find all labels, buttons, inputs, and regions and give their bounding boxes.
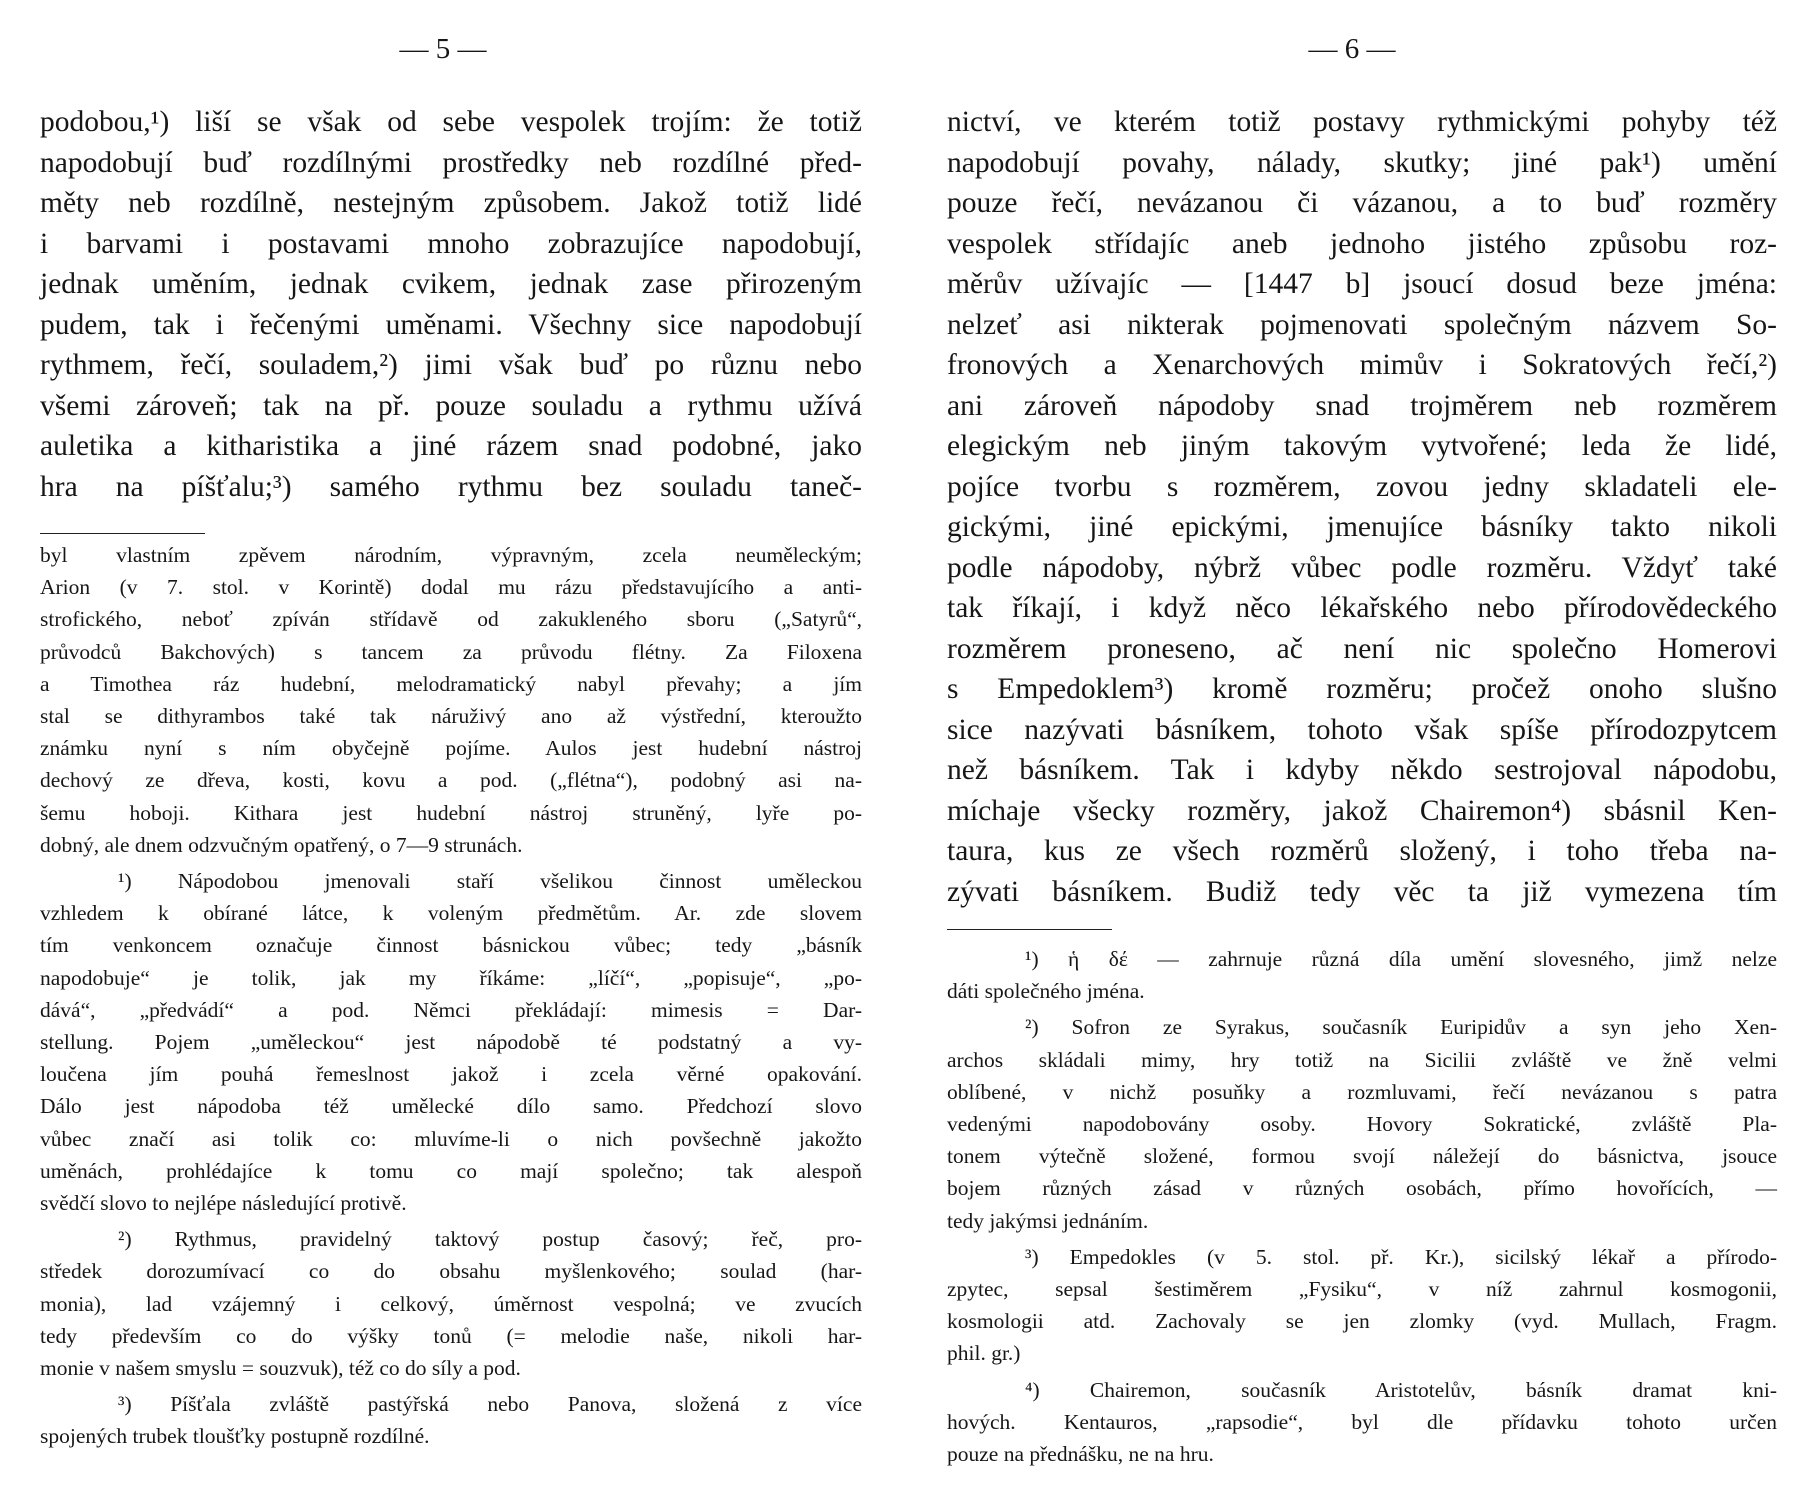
page-number: — 6 — bbox=[1308, 33, 1396, 65]
footnote-line: kosmologii atd. Zachovaly se jen zlomky (vyd. Mullach, Fragm. bbox=[947, 1309, 1777, 1334]
footnote-line: hových. Kentauros, „rapsodie“, byl dle přídavku tohoto určen bbox=[947, 1409, 1777, 1434]
footnote-line: bojem různých zásad v různých osobách, přímo hovořících, — bbox=[947, 1176, 1777, 1201]
footnote-line: tedy jakýmsi jednáním. bbox=[947, 1208, 1149, 1233]
footnote-line: uměnách, prohlédajíce k tomu co mají společno; tak alespoň bbox=[40, 1158, 862, 1183]
text-line: nictví, ve kterém totiž postavy rythmickými pohyby též bbox=[947, 106, 1777, 138]
text-line: pojíce tvorbu s rozměrem, zovou jedny skladateli ele- bbox=[947, 470, 1777, 503]
text-line: vespolek střídajíc aneb jednoho jistého způsobu roz- bbox=[947, 227, 1777, 260]
text-line: měrův užívajíc — [1447 b] jsoucí dosud beze jména: bbox=[947, 268, 1777, 300]
footnote-line: spojených trubek tloušťky postupně rozdílné. bbox=[40, 1424, 430, 1449]
footnote-line: průvodců Bakchových) s tancem za průvodu flétny. Za Filoxena bbox=[40, 639, 862, 664]
footnote-line: ³) Píšťala zvláště pastýřská nebo Panova, složená z více bbox=[118, 1392, 862, 1417]
footnote-line: ²) Rythmus, pravidelný taktový postup časový; řeč, pro- bbox=[118, 1227, 862, 1252]
footnote-line: byl vlastním zpěvem národním, výpravným, zcela neuměleckým; bbox=[40, 543, 862, 567]
footnote-line: středek dorozumívací co do obsahu myšlenkového; soulad (har- bbox=[40, 1259, 862, 1284]
footnote-line: monie v našem smyslu = souzvuk), též co do síly a pod. bbox=[40, 1356, 521, 1381]
footnote-line: tedy především co do výšky tonů (= melodie naše, nikoli har- bbox=[40, 1323, 862, 1348]
text-line: zývati básníkem. Budiž tedy věc ta již vymezena tím bbox=[947, 875, 1777, 908]
text-line: než básníkem. Tak i kdyby někdo sestrojoval nápodobu, bbox=[947, 754, 1777, 786]
text-line: pouze řečí, nevázanou či vázanou, a to buď rozměry bbox=[947, 187, 1777, 219]
footnote-line: dává“, „předvádí“ a pod. Němci překládají: mimesis = Dar- bbox=[40, 997, 862, 1022]
text-line: auletika a kitharistika a jiné rázem snad podobné, jako bbox=[40, 430, 862, 462]
footnote-line: strofického, neboť zpíván střídavě od zakukleného sboru („Satyrů“, bbox=[40, 607, 862, 632]
footnote-divider bbox=[40, 533, 205, 534]
text-line: s Empedoklem³) kromě rozměru; pročež onoho slušno bbox=[947, 673, 1777, 705]
text-line: podle nápodoby, nýbrž vůbec podle rozměru. Vždyť také bbox=[947, 551, 1777, 584]
text-line: rozměrem proneseno, ač není nic společno Homerovi bbox=[947, 632, 1777, 665]
footnote-line: svědčí slovo to nejlépe následující protivě. bbox=[40, 1191, 407, 1216]
text-line: tak říkají, i když něco lékařského nebo přírodovědeckého bbox=[947, 592, 1777, 624]
text-line: i barvami i postavami mnoho zobrazujíce napodobují, bbox=[40, 227, 862, 260]
text-line: fronových a Xenarchových mimův i Sokratových řečí,²) bbox=[947, 349, 1777, 381]
text-line: nelzeť asi nikterak pojmenovati společným názvem So- bbox=[947, 308, 1777, 341]
footnote-line: vůbec značí asi tolik co: mluvíme-li o nich povšechně jakožto bbox=[40, 1126, 862, 1151]
text-line: podobou,¹) liší se však od sebe vespolek trojím: že totiž bbox=[40, 106, 862, 138]
footnote-line: archos skládali mimy, hry totiž na Sicilii zvláště ve žně velmi bbox=[947, 1047, 1777, 1072]
footnote-line: a Timothea ráz hudební, melodramatický nabyl převahy; a jím bbox=[40, 671, 862, 696]
footnote-divider bbox=[947, 929, 1112, 930]
footnote-line: pouze na přednášku, ne na hru. bbox=[947, 1442, 1214, 1467]
main-text bbox=[40, 102, 862, 507]
text-line: míchaje všecky rozměry, jakož Chairemon⁴) sbásnil Ken- bbox=[947, 794, 1777, 827]
text-line: napodobují povahy, nálady, skutky; jiné pak¹) umění bbox=[947, 146, 1777, 179]
footnote-line: ¹) ἡ δέ — zahrnuje různá díla umění slovesného, jimž nelze bbox=[1025, 947, 1777, 971]
text-line: jednak uměním, jednak cvikem, jednak zase přirozeným bbox=[40, 268, 862, 300]
footnote-line: tím venkoncem označuje činnost básnickou vůbec; tedy „básník bbox=[40, 933, 862, 958]
footnote-line: dobný, ale dnem odzvučným opatřený, o 7—9 strunách. bbox=[40, 832, 523, 857]
footnote-line: ²) Sofron ze Syrakus, současník Euripidův a syn jeho Xen- bbox=[1025, 1015, 1777, 1040]
text-line: gickými, jiné epickými, jmenujíce básníky takto nikoli bbox=[947, 511, 1777, 543]
footnotes bbox=[40, 539, 862, 1453]
footnote-line: oblíbené, v nichž posuňky a rozmluvami, řečí nevázanou s patra bbox=[947, 1079, 1777, 1104]
footnote-line: dáti společného jména. bbox=[947, 979, 1145, 1004]
text-line: všemi zároveň; tak na př. pouze souladu a rythmu užívá bbox=[40, 389, 862, 422]
text-line: rythmem, řečí, souladem,²) jimi však buď po různu nebo bbox=[40, 349, 862, 381]
main-text bbox=[947, 102, 1777, 912]
page-number: — 5 — bbox=[399, 33, 487, 65]
footnote-line: šemu hoboji. Kithara jest hudební nástroj struněný, lyře po- bbox=[40, 800, 862, 825]
text-line: elegickým neb jiným takovým vytvořené; leda že lidé, bbox=[947, 430, 1777, 462]
footnote-line: stellung. Pojem „uměleckou“ jest nápodobě té podstatný a vy- bbox=[40, 1030, 862, 1055]
footnote-line: monia), lad vzájemný i celkový, úměrnost vespolná; ve zvucích bbox=[40, 1291, 862, 1316]
footnote-line: loučena jím pouhá řemeslnost jakož i zcela věrné opakování. bbox=[40, 1062, 862, 1087]
footnote-line: zpytec, sepsal šestiměrem „Fysiku“, v níž zahrnul kosmogonii, bbox=[947, 1277, 1777, 1302]
footnote-line: ⁴) Chairemon, současník Aristotelův, básník dramat kni- bbox=[1025, 1377, 1777, 1402]
text-line: napodobují buď rozdílnými prostředky neb rozdílné před- bbox=[40, 146, 862, 179]
footnote-line: napodobuje“ je tolik, jak my říkáme: „líčí“, „popisuje“, „po- bbox=[40, 965, 862, 990]
text-line: ani zároveň nápodoby snad trojměrem neb rozměrem bbox=[947, 389, 1777, 422]
text-line: sice nazývati básníkem, tohoto však spíše přírodozpytcem bbox=[947, 713, 1777, 746]
footnote-line: dechový ze dřeva, kosti, kovu a pod. („flétna“), podobný asi na- bbox=[40, 768, 862, 793]
text-line: hra na píšťalu;³) samého rythmu bez souladu taneč- bbox=[40, 470, 862, 503]
footnote-line: známku nyní s ním obyčejně pojíme. Aulos jest hudební nástroj bbox=[40, 736, 862, 761]
footnote-line: vedenými napodobovány osoby. Hovory Sokratické, zvláště Pla- bbox=[947, 1112, 1777, 1137]
footnote-line: phil. gr.) bbox=[947, 1341, 1021, 1366]
text-line: pudem, tak i řečenými uměnami. Všechny sice napodobují bbox=[40, 308, 862, 341]
footnote-line: stal se dithyrambos také tak náruživý ano až výstřední, kteroužto bbox=[40, 704, 862, 729]
footnote-line: Arion (v 7. stol. v Korintě) dodal mu rázu představujícího a anti- bbox=[40, 575, 862, 600]
footnotes bbox=[947, 943, 1777, 1470]
text-line: taura, kus ze všech rozměrů složený, i toho třeba na- bbox=[947, 835, 1777, 867]
footnote-line: Dálo jest nápodoba též umělecké dílo samo. Předchozí slovo bbox=[40, 1094, 862, 1119]
text-line: měty neb rozdílně, nestejným způsobem. Jakož totiž lidé bbox=[40, 187, 862, 219]
footnote-line: ¹) Nápodobou jmenovali staří všelikou činnost uměleckou bbox=[118, 869, 862, 894]
footnote-line: ³) Empedokles (v 5. stol. př. Kr.), sicilský lékař a přírodo- bbox=[1025, 1244, 1777, 1269]
footnote-line: tonem výtečně složené, formou svojí náležejí do básnictva, jsouce bbox=[947, 1144, 1777, 1169]
footnote-line: vzhledem k obírané látce, k voleným předmětům. Ar. zde slovem bbox=[40, 901, 862, 926]
